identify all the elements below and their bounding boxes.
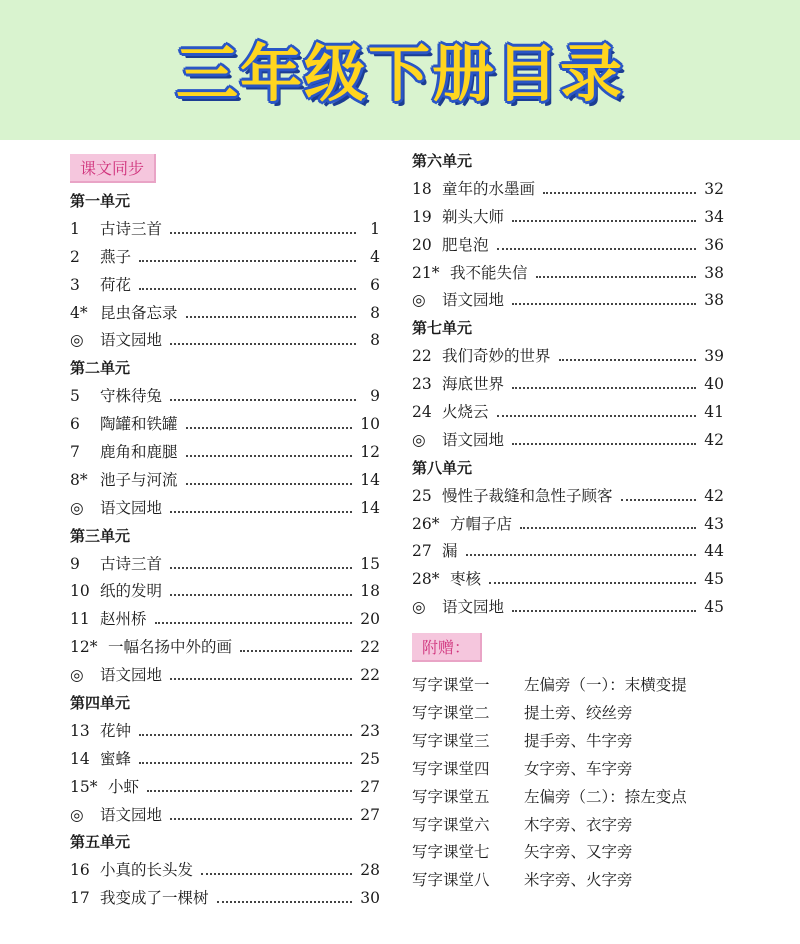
dot-leader — [497, 415, 697, 417]
dot-leader — [186, 455, 353, 457]
toc-entry[interactable] — [70, 327, 380, 355]
dot-leader — [170, 399, 356, 401]
page-number: 23 — [360, 721, 380, 740]
toc-entry[interactable] — [70, 718, 380, 746]
page-number: 22 — [360, 638, 380, 657]
toc-entry[interactable] — [412, 538, 724, 566]
lesson-number: 14 — [70, 749, 90, 768]
toc-entry[interactable] — [412, 427, 724, 455]
lesson-title: 语文园地 — [100, 331, 163, 350]
lesson-number: 17 — [70, 889, 90, 908]
toc-entry[interactable] — [70, 662, 380, 690]
lesson-title: 语文园地 — [442, 598, 505, 617]
dot-leader — [139, 762, 352, 764]
dot-leader — [186, 427, 353, 429]
dot-leader — [512, 387, 696, 389]
lesson-title: 古诗三首 — [100, 219, 163, 238]
lesson-title: 池子与河流 — [100, 470, 178, 489]
toc-entry[interactable] — [412, 399, 724, 427]
gift-tag-row — [412, 622, 724, 672]
page-number: 32 — [704, 179, 724, 198]
lesson-number: 10 — [70, 582, 90, 601]
page-number: 34 — [704, 207, 724, 226]
toc-entry[interactable] — [412, 511, 724, 539]
lesson-number: ◎ — [70, 805, 84, 824]
page-number: 27 — [360, 777, 380, 796]
dot-leader — [170, 594, 352, 596]
dot-leader — [186, 316, 356, 318]
page-number: 15 — [360, 554, 380, 573]
page-number: 8 — [370, 331, 380, 350]
toc-entry[interactable] — [70, 383, 380, 411]
gift-topic: 提手旁、牛字旁 — [524, 731, 633, 750]
gift-topic: 木字旁、衣字旁 — [524, 815, 633, 834]
dot-leader — [497, 248, 697, 250]
dot-leader — [621, 499, 697, 501]
gift-class-label: 写字课堂八 — [412, 871, 490, 890]
gift-topic: 左偏旁（一）：末横变提 — [524, 676, 687, 695]
toc-entry[interactable] — [70, 606, 380, 634]
lesson-title: 古诗三首 — [100, 554, 163, 573]
lesson-number: 16 — [70, 861, 90, 880]
toc-entry[interactable] — [70, 244, 380, 272]
lesson-title: 语文园地 — [100, 666, 163, 685]
dot-leader — [543, 192, 696, 194]
toc-entry[interactable] — [70, 802, 380, 830]
toc-entry[interactable] — [412, 594, 724, 622]
dot-leader — [520, 527, 696, 529]
dot-leader — [536, 276, 697, 278]
lesson-number: 2 — [70, 247, 80, 266]
unit-heading: 第二单元 — [70, 359, 131, 378]
lesson-number: 5 — [70, 387, 80, 406]
lesson-number: 9 — [70, 554, 80, 573]
lesson-number: 6 — [70, 415, 80, 434]
page-number: 1 — [370, 219, 380, 238]
page-number: 27 — [360, 805, 380, 824]
lesson-title: 语文园地 — [100, 498, 163, 517]
lesson-title: 纸的发明 — [100, 582, 163, 601]
toc-right-column — [412, 148, 724, 895]
lesson-number: ◎ — [70, 331, 84, 350]
page-number: 6 — [370, 275, 380, 294]
page-number: 9 — [370, 387, 380, 406]
lesson-number: 25 — [412, 486, 432, 505]
page-number: 44 — [704, 542, 724, 561]
dot-leader — [147, 790, 352, 792]
lesson-title: 海底世界 — [442, 375, 505, 394]
lesson-title: 一幅名扬中外的画 — [108, 638, 233, 657]
toc-entry[interactable] — [70, 495, 380, 523]
header-banner — [0, 0, 800, 140]
toc-entry[interactable] — [70, 746, 380, 774]
gift-entry[interactable] — [412, 756, 724, 784]
lesson-number: 21* — [412, 263, 440, 282]
lesson-title: 童年的水墨画 — [442, 179, 536, 198]
lesson-title: 语文园地 — [442, 430, 505, 449]
gift-class-label: 写字课堂一 — [412, 676, 490, 695]
page-number: 25 — [360, 749, 380, 768]
lesson-title: 我不能失信 — [450, 263, 528, 282]
gift-entry[interactable] — [412, 728, 724, 756]
dot-leader — [170, 818, 352, 820]
dot-leader — [512, 443, 696, 445]
lesson-title: 小真的长头发 — [100, 861, 194, 880]
toc-entry[interactable] — [70, 578, 380, 606]
lesson-number: 26* — [412, 514, 440, 533]
dot-leader — [170, 511, 352, 513]
dot-leader — [170, 343, 356, 345]
lesson-title: 赵州桥 — [100, 610, 147, 629]
gift-class-label: 写字课堂四 — [412, 759, 490, 778]
toc-entry[interactable] — [412, 483, 724, 511]
lesson-number: 12* — [70, 638, 98, 657]
gift-class-label: 写字课堂五 — [412, 787, 490, 806]
toc-entry[interactable] — [70, 634, 380, 662]
lesson-title: 方帽子店 — [450, 514, 513, 533]
gift-topic: 女字旁、车字旁 — [524, 759, 633, 778]
lesson-number: 24 — [412, 403, 432, 422]
lesson-number: 18 — [412, 179, 432, 198]
page-number: 42 — [704, 430, 724, 449]
lesson-number: 8* — [70, 470, 88, 489]
lesson-title: 蜜蜂 — [100, 749, 132, 768]
dot-leader — [512, 610, 696, 612]
dot-leader — [559, 359, 697, 361]
page-number: 20 — [360, 610, 380, 629]
page-number: 28 — [360, 861, 380, 880]
lesson-number: ◎ — [412, 598, 426, 617]
page-number: 22 — [360, 666, 380, 685]
lesson-number: 27 — [412, 542, 432, 561]
lesson-title: 语文园地 — [442, 291, 505, 310]
lesson-title: 剃头大师 — [442, 207, 505, 226]
page-number: 42 — [704, 486, 724, 505]
unit-heading: 第七单元 — [412, 319, 473, 338]
dot-leader — [489, 582, 696, 584]
lesson-title: 鹿角和鹿腿 — [100, 443, 178, 462]
dot-leader — [170, 232, 356, 234]
toc-entry[interactable] — [70, 216, 380, 244]
lesson-number: 3 — [70, 275, 80, 294]
dot-leader — [155, 622, 353, 624]
page-number: 41 — [704, 403, 724, 422]
page-title: 三年级下册目录 — [175, 37, 624, 110]
dot-leader — [217, 901, 353, 903]
lesson-title: 昆虫备忘录 — [100, 303, 178, 322]
lesson-number: 7 — [70, 443, 80, 462]
lesson-title: 我们奇妙的世界 — [442, 347, 551, 366]
section-tag-row — [70, 148, 380, 188]
unit-heading: 第三单元 — [70, 526, 131, 545]
page-number: 18 — [360, 582, 380, 601]
gift-entry[interactable] — [412, 784, 724, 812]
dot-leader — [512, 220, 696, 222]
page-number: 8 — [370, 303, 380, 322]
gift-entry[interactable] — [412, 867, 724, 895]
toc-entry[interactable] — [70, 857, 380, 885]
toc-entry[interactable] — [412, 287, 724, 315]
gift-topic: 米字旁、火字旁 — [524, 871, 633, 890]
gift-entry[interactable] — [412, 672, 724, 700]
lesson-number: 19 — [412, 207, 432, 226]
section-tag-sync: 课文同步 — [70, 154, 156, 183]
page-number: 40 — [704, 375, 724, 394]
lesson-number: ◎ — [70, 666, 84, 685]
lesson-number: ◎ — [412, 291, 426, 310]
gift-entry[interactable] — [412, 700, 724, 728]
gift-topic: 提土旁、绞丝旁 — [524, 704, 633, 723]
gift-class-label: 写字课堂三 — [412, 731, 490, 750]
page-number: 43 — [704, 514, 724, 533]
gift-class-label: 写字课堂二 — [412, 704, 490, 723]
toc-entry[interactable] — [412, 232, 724, 260]
toc-entry[interactable] — [70, 411, 380, 439]
lesson-number: 13 — [70, 721, 90, 740]
toc-entry[interactable] — [412, 204, 724, 232]
lesson-number: 28* — [412, 570, 440, 589]
page-number: 36 — [704, 235, 724, 254]
page-number: 12 — [360, 443, 380, 462]
lesson-number: ◎ — [412, 430, 426, 449]
page-number: 14 — [360, 498, 380, 517]
dot-leader — [170, 567, 352, 569]
toc-entry[interactable] — [70, 300, 380, 328]
section-tag-gift: 附赠： — [412, 633, 482, 662]
lesson-title: 慢性子裁缝和急性子顾客 — [442, 486, 613, 505]
lesson-title: 我变成了一棵树 — [100, 889, 209, 908]
unit-heading: 第六单元 — [412, 152, 473, 170]
lesson-title: 火烧云 — [442, 403, 489, 422]
toc-entry[interactable] — [412, 176, 724, 204]
toc-entry[interactable] — [412, 371, 724, 399]
dot-leader — [170, 678, 352, 680]
toc-entry[interactable] — [70, 439, 380, 467]
toc-entry[interactable] — [70, 467, 380, 495]
lesson-number: ◎ — [70, 498, 84, 517]
gift-class-label: 写字课堂七 — [412, 843, 490, 862]
gift-entry[interactable] — [412, 839, 724, 867]
lesson-number: 20 — [412, 235, 432, 254]
toc-entry[interactable] — [412, 566, 724, 594]
dot-leader — [139, 734, 352, 736]
lesson-title: 小虾 — [108, 777, 140, 796]
page-number: 39 — [704, 347, 724, 366]
toc-entry[interactable] — [70, 551, 380, 579]
lesson-number: 1 — [70, 219, 80, 238]
gift-topic: 矢字旁、又字旁 — [524, 843, 633, 862]
page-number: 45 — [704, 598, 724, 617]
toc-entry[interactable] — [70, 885, 380, 913]
lesson-title: 燕子 — [100, 247, 132, 266]
page-number: 10 — [360, 415, 380, 434]
gift-topic: 左偏旁（二）：捺左变点 — [524, 787, 687, 806]
unit-heading: 第八单元 — [412, 458, 473, 477]
lesson-number: 23 — [412, 375, 432, 394]
lesson-title: 陶罐和铁罐 — [100, 415, 178, 434]
gift-entry[interactable] — [412, 812, 724, 840]
toc-entry[interactable] — [412, 260, 724, 288]
page-number: 38 — [704, 291, 724, 310]
lesson-title: 肥皂泡 — [442, 235, 489, 254]
lesson-title: 枣核 — [450, 570, 482, 589]
toc-entry[interactable] — [70, 774, 380, 802]
lesson-title: 语文园地 — [100, 805, 163, 824]
page-number: 45 — [704, 570, 724, 589]
page-number: 38 — [704, 263, 724, 282]
dot-leader — [139, 260, 356, 262]
lesson-number: 22 — [412, 347, 432, 366]
toc-entry[interactable] — [70, 272, 380, 300]
dot-leader — [139, 288, 356, 290]
toc-entry[interactable] — [412, 343, 724, 371]
toc-left-column — [70, 148, 380, 913]
lesson-title: 漏 — [442, 542, 458, 561]
dot-leader — [466, 554, 697, 556]
page-number: 30 — [360, 889, 380, 908]
dot-leader — [512, 303, 696, 305]
lesson-title: 花钟 — [100, 721, 132, 740]
lesson-number: 15* — [70, 777, 98, 796]
unit-heading: 第四单元 — [70, 694, 131, 713]
lesson-title: 守株待兔 — [100, 387, 163, 406]
lesson-title: 荷花 — [100, 275, 132, 294]
page-number: 14 — [360, 470, 380, 489]
lesson-number: 11 — [70, 610, 90, 629]
dot-leader — [201, 873, 352, 875]
gift-class-label: 写字课堂六 — [412, 815, 490, 834]
page-number: 4 — [370, 247, 380, 266]
unit-heading: 第五单元 — [70, 833, 131, 852]
lesson-number: 4* — [70, 303, 88, 322]
dot-leader — [240, 650, 352, 652]
dot-leader — [186, 483, 353, 485]
unit-heading: 第一单元 — [70, 192, 131, 210]
